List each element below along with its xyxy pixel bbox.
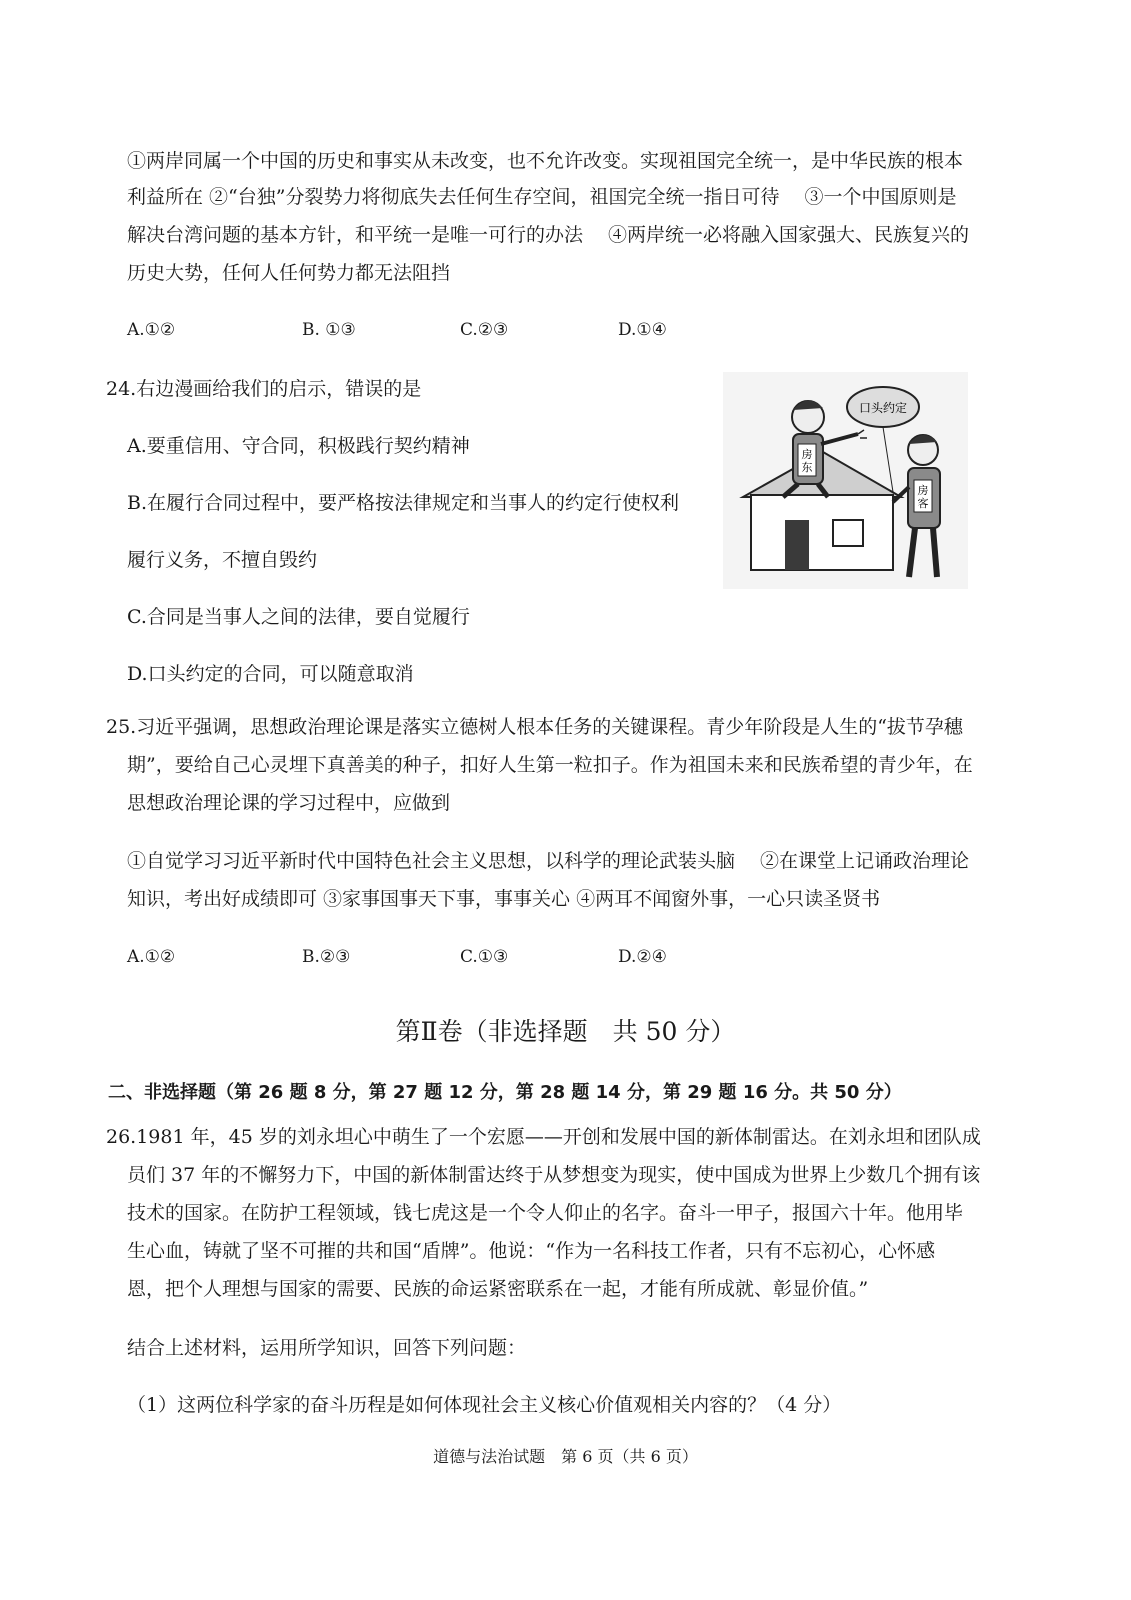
part2-title: 第Ⅱ卷（非选择题 共 50 分） — [395, 1017, 736, 1046]
q25-line: 25.习近平强调，思想政治理论课是落实立德树人根本任务的关键课程。青少年阶段是人生的“拔节孕穗 — [106, 716, 963, 738]
landlord-tenant-cartoon — [723, 372, 968, 589]
tenant-label-2: 客 — [917, 497, 929, 510]
landlord-label-2: 东 — [801, 461, 813, 474]
q26-line: 员们 37 年的不懈努力下，中国的新体制雷达终于从梦想变为现实，使中国成为世界上少数几个拥有该 — [127, 1164, 981, 1186]
q26-line: 26.1981 年，45 岁的刘永坦心中萌生了一个宏愿——开创和发展中国的新体制雷达。在刘永坦和团队成 — [106, 1126, 981, 1148]
q25-line: 期”，要给自己心灵埋下真善美的种子，扣好人生第一粒扣子。作为祖国未来和民族希望的青少年，在 — [127, 754, 973, 776]
q23-choice-a: A.①② — [127, 320, 176, 340]
q24-option-b: B.在履行合同过程中，要严格按法律规定和当事人的约定行使权利 — [127, 492, 680, 514]
q26-line: 技术的国家。在防护工程领域，钱七虎这是一个令人仰止的名字。奋斗一甲子，报国六十年。他用毕 — [127, 1202, 964, 1224]
q26-line: 恩，把个人理想与国家的需要、民族的命运紧密联系在一起，才能有所成就、彰显价值。” — [127, 1278, 869, 1300]
q24-option-a: A.要重信用、守合同，积极践行契约精神 — [127, 435, 470, 457]
q23-line: 历史大势，任何人任何势力都无法阻挡 — [127, 262, 451, 284]
q24-option-c: C.合同是当事人之间的法律，要自觉履行 — [127, 606, 470, 628]
q23-choice-d: D.①④ — [618, 320, 667, 340]
q26-subquestion-1: （1）这两位科学家的奋斗历程是如何体现社会主义核心价值观相关内容的？（4 分） — [127, 1394, 842, 1416]
balloon-label: 口头约定 — [858, 401, 908, 415]
q24-option-d: D.口头约定的合同，可以随意取消 — [127, 663, 414, 685]
section2-heading: 二、非选择题（第 26 题 8 分，第 27 题 12 分，第 28 题 14 分，第 29 题 16 分。共 50 分） — [108, 1082, 902, 1103]
q25-line: 思想政治理论课的学习过程中，应做到 — [127, 792, 451, 814]
tenant-label-1: 房 — [917, 484, 929, 497]
page-footer: 道德与法治试题 第 6 页（共 6 页） — [433, 1447, 698, 1466]
q23-line: ①两岸同属一个中国的历史和事实从未改变，也不允许改变。实现祖国完全统一，是中华民族的根本 — [127, 150, 964, 172]
q24-stem: 24.右边漫画给我们的启示，错误的是 — [106, 378, 422, 400]
q23-line: 利益所在 ②“台独”分裂势力将彻底失去任何生存空间，祖国完全统一指日可待 ③一个中国原则是 — [127, 186, 957, 208]
q25-item-line: 知识，考出好成绩即可 ③家事国事天下事，事事关心 ④两耳不闻窗外事，一心只读圣贤书 — [127, 888, 881, 910]
q26-line: 生心血，铸就了坚不可摧的共和国“盾牌”。他说：“作为一名科技工作者，只有不忘初心，心怀感 — [127, 1240, 936, 1262]
landlord-label-1: 房 — [801, 448, 813, 461]
q23-choice-c: C.②③ — [460, 320, 509, 340]
q25-choice-a: A.①② — [127, 947, 176, 967]
q25-choice-d: D.②④ — [618, 947, 667, 967]
q23-choice-b: B. ①③ — [302, 320, 356, 340]
q25-choice-c: C.①③ — [460, 947, 509, 967]
q24-option-b-cont: 履行义务，不擅自毁约 — [127, 549, 318, 571]
q26-instruction: 结合上述材料，运用所学知识，回答下列问题： — [127, 1337, 527, 1359]
q25-choice-b: B.②③ — [302, 947, 351, 967]
q25-item-line: ①自觉学习习近平新时代中国特色社会主义思想，以科学的理论武装头脑 ②在课堂上记诵政治理论 — [127, 850, 970, 872]
q23-line: 解决台湾问题的基本方针，和平统一是唯一可行的办法 ④两岸统一必将融入国家强大、民族复兴的 — [127, 224, 970, 246]
